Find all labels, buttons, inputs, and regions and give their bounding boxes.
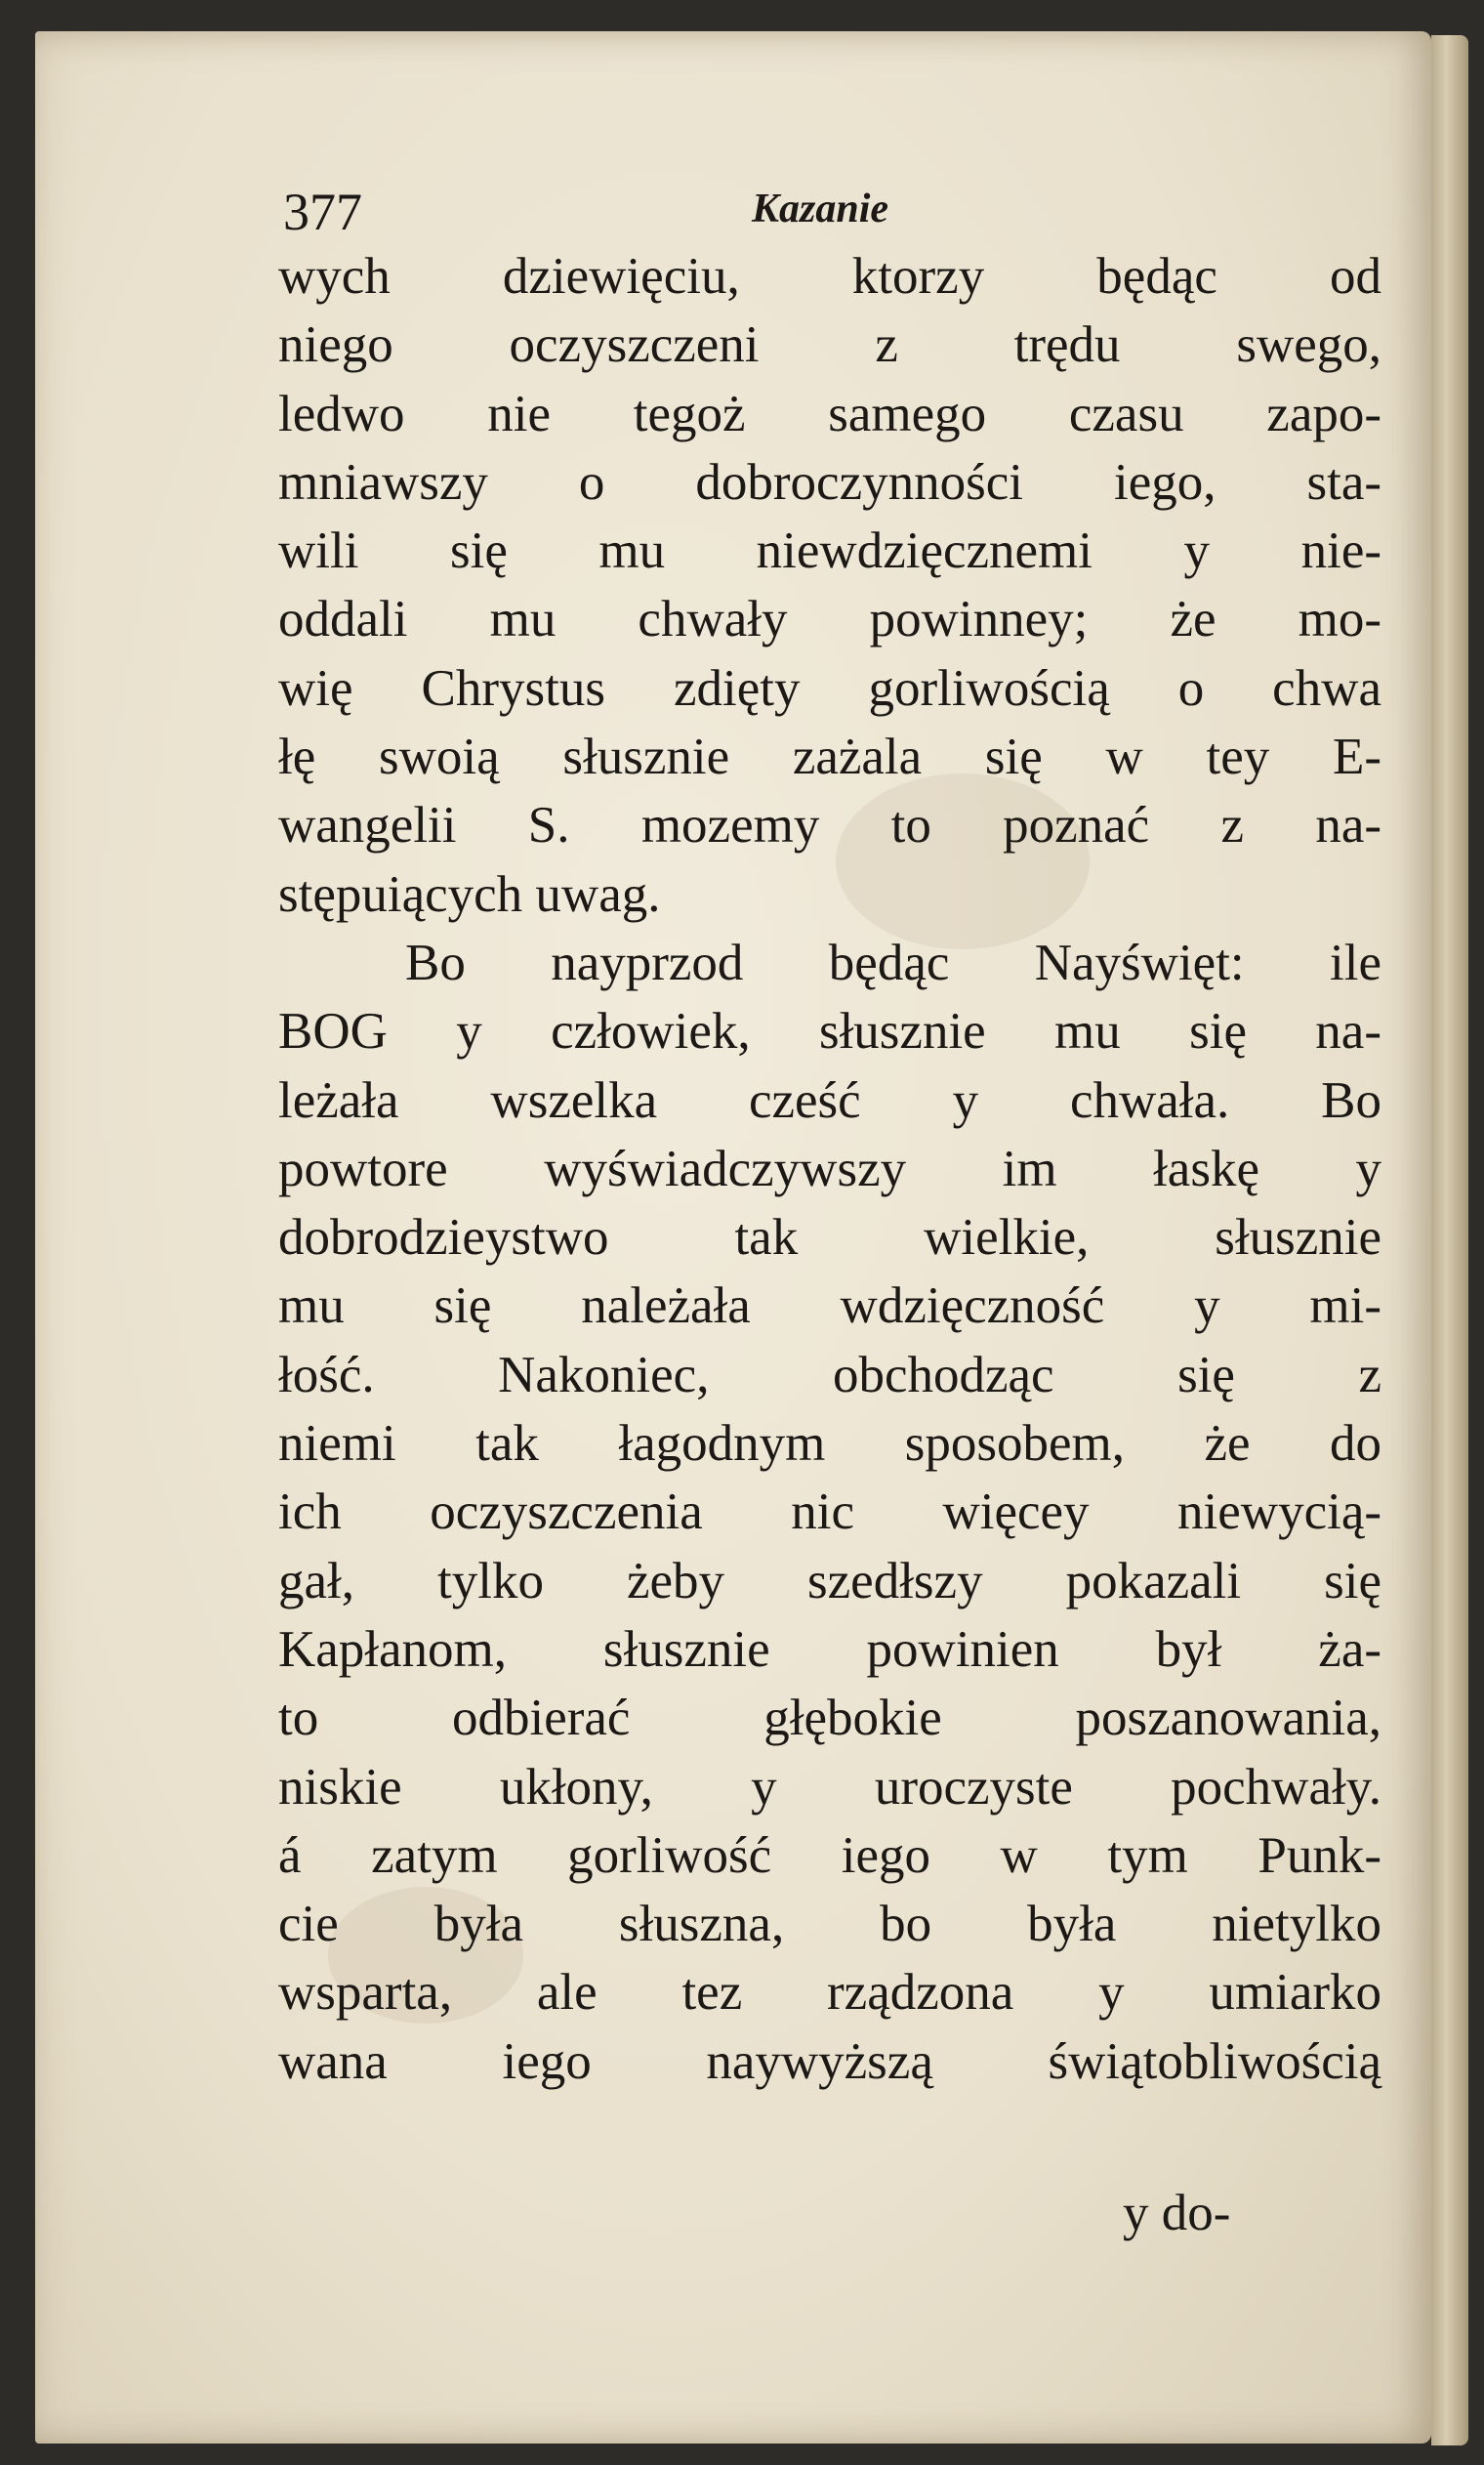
text-line: niego oczyszczeni z trędu swego, xyxy=(278,316,1381,374)
text-line: niemi tak łagodnym sposobem, że do xyxy=(278,1415,1381,1473)
running-title: Kazanie xyxy=(752,187,889,231)
text-line: BOG y człowiek, słusznie mu się na- xyxy=(278,1003,1381,1061)
text-line: mu się należała wdzięczność y mi- xyxy=(278,1277,1381,1335)
text-line: to odbierać głębokie poszanowania, xyxy=(278,1690,1381,1747)
text-line: oddali mu chwały powinney; że mo- xyxy=(278,591,1381,648)
text-line: leżała wszelka cześć y chwała. Bo xyxy=(278,1071,1381,1129)
text-line: gał, tylko żeby szedłszy pokazali się xyxy=(278,1552,1381,1609)
running-head xyxy=(283,182,1377,244)
catchword: y do- xyxy=(1123,2185,1231,2241)
page-number: 377 xyxy=(283,183,362,241)
text-line: stępuiących uwag. xyxy=(278,865,661,923)
paragraph-start-line: Bo nayprzod będąc Nayświęt: ile xyxy=(405,934,1381,991)
text-line: wsparta, ale tez rządzona y umiarko xyxy=(278,1964,1381,2022)
text-line: łość. Nakoniec, obchodząc się z xyxy=(278,1346,1381,1403)
text-line: powtore wyświadczywszy im łaskę y xyxy=(278,1140,1381,1197)
text-line: wych dziewięciu, ktorzy będąc od xyxy=(278,248,1381,305)
text-line: wię Chrystus zdięty gorliwością o chwa xyxy=(278,659,1381,717)
text-line: Kapłanom, słusznie powinien był ża- xyxy=(278,1620,1381,1678)
text-line: dobrodzieystwo tak wielkie, słusznie xyxy=(278,1209,1381,1267)
sermon-text xyxy=(278,242,1381,2096)
text-line: niskie ukłony, y uroczyste pochwały. xyxy=(278,1758,1381,1816)
adjacent-page-edge xyxy=(1431,35,1468,2445)
text-line: wana iego naywyższą świątobliwością xyxy=(278,2032,1381,2090)
text-line: cie była słuszna, bo była nietylko xyxy=(278,1896,1381,1953)
text-line: wangelii S. mozemy to poznać z na- xyxy=(278,797,1381,855)
text-line: á zatym gorliwość iego w tym Punk- xyxy=(278,1826,1381,1884)
text-line: łę swoią słusznie zażala się w tey E- xyxy=(278,729,1381,786)
text-line: mniawszy o dobroczynności iego, sta- xyxy=(278,453,1381,511)
text-line: ledwo nie tegoż samego czasu zapo- xyxy=(278,385,1381,442)
text-line: wili się mu niewdzięcznemi y nie- xyxy=(278,522,1381,580)
text-line: ich oczyszczenia nic więcey niewycią- xyxy=(278,1483,1381,1541)
